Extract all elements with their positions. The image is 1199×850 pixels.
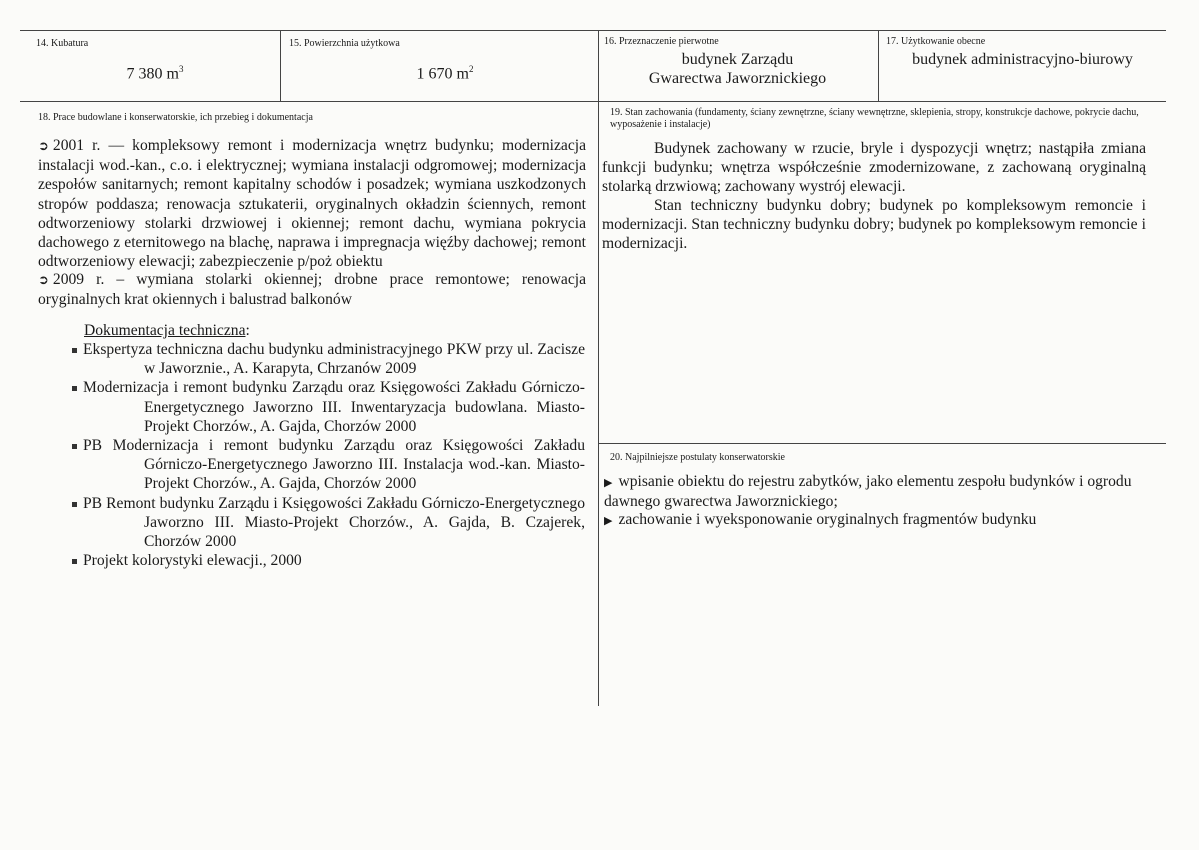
documentation-item xyxy=(58,494,585,552)
przeznaczenie-label: 16. Przeznaczenie pierwotne xyxy=(604,36,719,47)
przeznaczenie-line1: budynek Zarządu xyxy=(681,51,794,68)
arrow-icon: ➲ xyxy=(38,273,49,288)
uzytkowanie-value: budynek administracyjno-biurowy xyxy=(912,51,1133,68)
powierzchnia-unit-sup: 2 xyxy=(468,64,474,74)
square-bullet-icon xyxy=(72,502,77,507)
col-divider-main xyxy=(598,30,599,706)
documentation-item-text: Projekt kolorystyki elewacji., 2000 xyxy=(83,552,302,570)
postulate-text: wpisanie obiektu do rejestru zabytków, jako elementu zespołu budynków i ogrodu dawnego gwarectwa Jaworznickiego; xyxy=(604,473,1132,511)
powierzchnia-label: 15. Powierzchnia użytkowa xyxy=(289,38,400,49)
documentation-item xyxy=(58,436,585,494)
documentation-title-colon: : xyxy=(245,322,250,339)
documentation-item-text: Ekspertyza techniczna dachu budynku administracyjnego PKW przy ul. Zacisze w Jaworznie., A. Karapyta, Chrzanów 2009 xyxy=(83,341,585,378)
documentation-item-text: PB Modernizacja i remont budynku Zarządu oraz Księgowości Zakładu Górniczo-Energetycznego Jaworzno III. Instalacja wod.-kan. Miasto-Projekt Chorzów., A. Gajda, Chorzów 2000 xyxy=(83,437,585,493)
section20-label: 20. Najpilniejsze postulaty konserwatorskie xyxy=(610,452,785,463)
uzytkowanie-label: 17. Użytkowanie obecne xyxy=(886,36,986,47)
documentation-item xyxy=(58,340,585,378)
przeznaczenie-line2: Gwarectwa Jaworznickiego xyxy=(648,70,827,87)
work-entry-text: 2001 r. — kompleksowy remont i modernizacja wnętrz budynku; modernizacja instalacji wod.-kan., c.o. i elektrycznej; wymiana instalacji odgromowej; modernizacja zespołów sanitarnych; remont kapitalny schodów i posadzek; wymiana uszkodzonych stropów poddasza; renowacja sztukaterii, oryginalnych okładzin ściennych, remont odtworzeniowy stolarki drzwiowej i okiennej; remont dachu, wymiana pokrycia dachowego z eternitowego na blachę, naprawa i impregnacja więźby dachowej; remont odtworzeniowy elewacji; zabezpieczenie p/poż obiektu xyxy=(38,137,586,271)
documentation-item-text: PB Remont budynku Zarządu i Księgowości Zakładu Górniczo-Energetycznego Jaworzno III. Miasto-Projekt Chorzów., A. Gajda, B. Czajerek, Chorzów 2000 xyxy=(83,494,585,551)
documentation-item-text: Modernizacja i remont budynku Zarządu oraz Księgowości Zakładu Górniczo-Energetycznego Jaworzno III. Inwentaryzacja budowlana. Miasto-Projekt Chorzów., A. Gajda, Chorzów 2000 xyxy=(83,379,585,435)
condition-paragraph-1: Budynek zachowany w rzucie, bryle i dyspozycji wnętrz; nastąpiła zmiana funkcji budynku; wnętrza współcześnie zmodernizowane, z zachowaną oryginalną stolarką drzwiową; zachowany wystrój elewacji. xyxy=(602,140,1146,196)
kubatura-value xyxy=(30,60,280,83)
col-divider-1 xyxy=(280,30,281,102)
square-bullet-icon xyxy=(72,348,77,353)
square-bullet-icon xyxy=(72,559,77,564)
row-divider xyxy=(20,101,1166,102)
kubatura-label: 14. Kubatura xyxy=(36,38,89,49)
kubatura-unit-sup: 3 xyxy=(178,64,184,74)
section20-divider xyxy=(598,443,1166,444)
top-border xyxy=(20,30,1166,31)
przeznaczenie-value xyxy=(600,50,875,88)
work-entry-text: 2009 r. – wymiana stolarki okiennej; drobne prace remontowe; renowacja oryginalnych krat okiennych i balustrad balkonów xyxy=(38,271,586,309)
col-divider-3 xyxy=(878,30,879,102)
triangle-bullet-icon: ▶ xyxy=(604,514,613,527)
powierzchnia-value xyxy=(300,60,590,83)
documentation-list xyxy=(58,340,585,570)
work-entry-2001 xyxy=(38,136,586,271)
postulate-item xyxy=(604,510,1146,530)
documentation-item xyxy=(58,378,585,436)
arrow-icon: ➲ xyxy=(38,139,49,154)
kubatura-number: 7 380 m xyxy=(126,65,179,83)
postulate-text: zachowanie i wyeksponowanie oryginalnych fragmentów budynku xyxy=(618,511,1037,528)
documentation-title-text: Dokumentacja techniczna xyxy=(84,322,246,339)
documentation-item xyxy=(58,551,585,570)
powierzchnia-number: 1 670 m xyxy=(416,65,469,83)
documentation-title xyxy=(84,322,250,340)
square-bullet-icon xyxy=(72,444,77,449)
condition-paragraph-2: Stan techniczny budynku dobry; budynek po kompleksowym remoncie i modernizacji. Stan techniczny budynku dobry; budynek po kompleksowym remoncie i modernizacji. xyxy=(602,197,1146,253)
section18-label: 18. Prace budowlane i konserwatorskie, ich przebieg i dokumentacja xyxy=(38,112,313,123)
square-bullet-icon xyxy=(72,386,77,391)
postulate-item xyxy=(604,472,1146,511)
section19-label: 19. Stan zachowania (fundamenty, ściany zewnętrzne, ściany wewnętrzne, sklepienia, stropy, konstrukcje dachowe, pokrycie dachu, wyposażenie i instalacje) xyxy=(610,107,1139,130)
triangle-bullet-icon: ▶ xyxy=(604,476,613,489)
work-entry-2009 xyxy=(38,270,586,309)
